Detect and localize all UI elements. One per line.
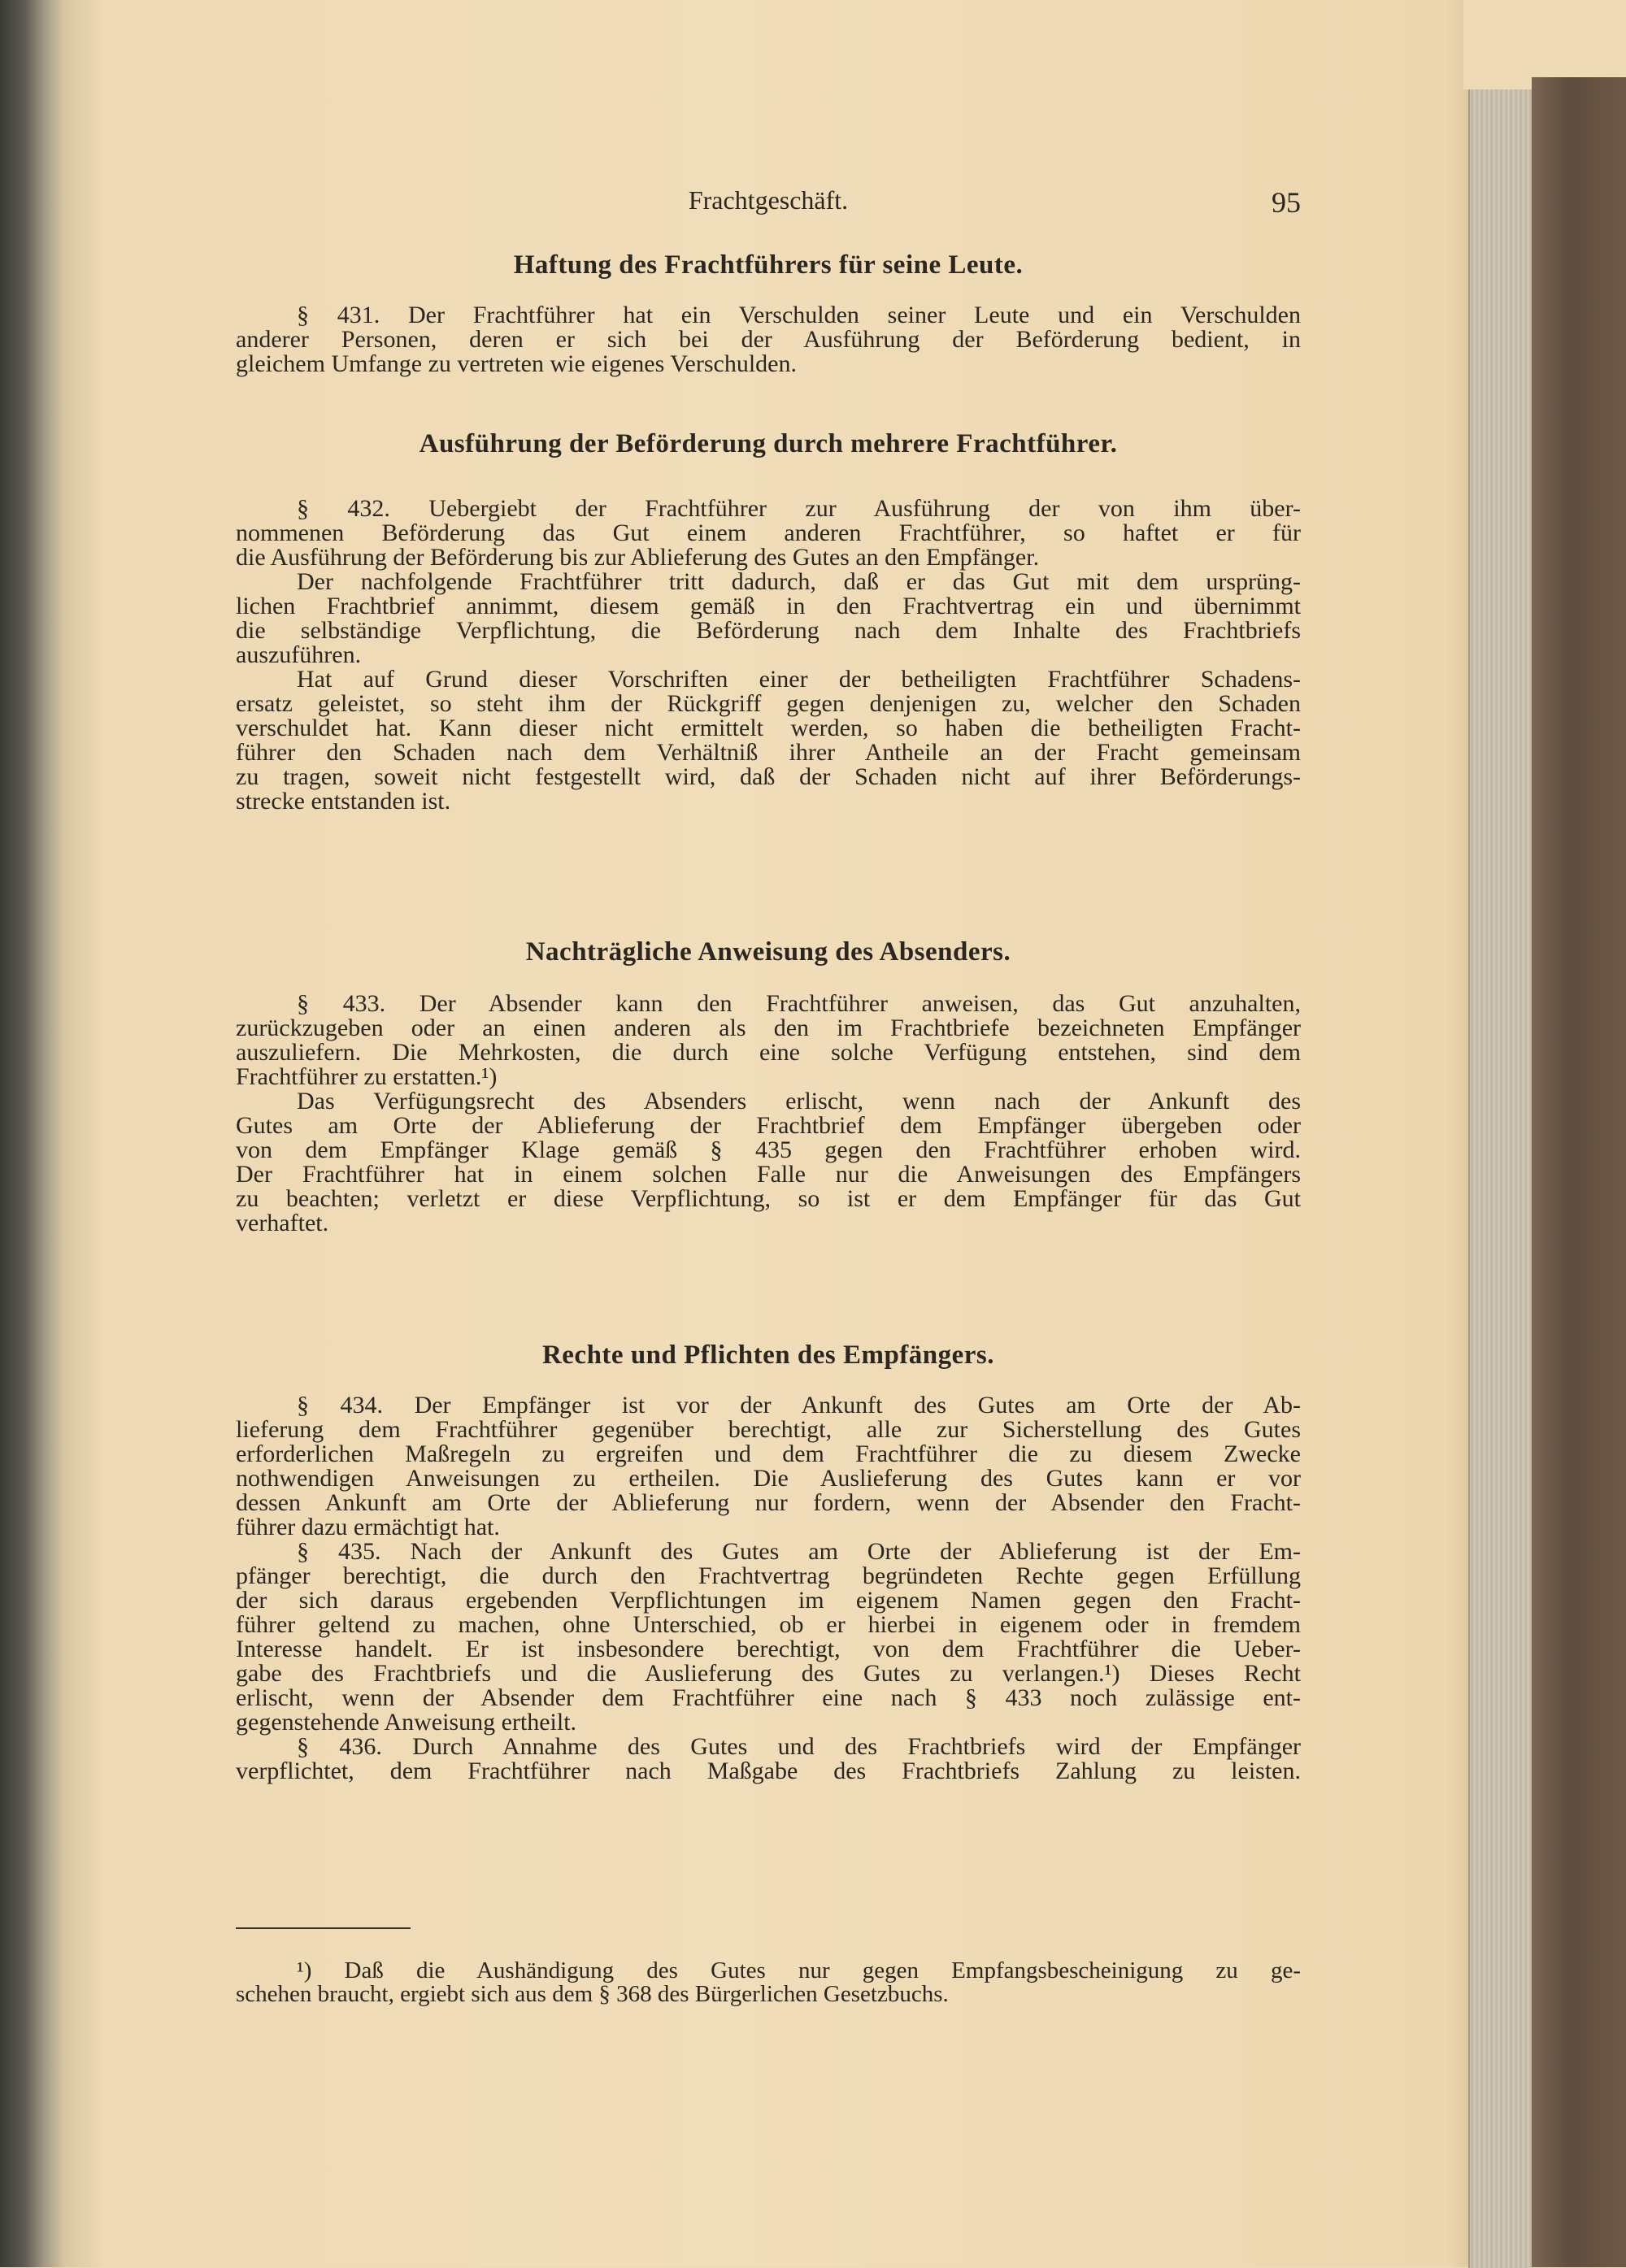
footnotes xyxy=(236,1955,1301,2007)
text-line: § 436. Durch Annahme des Gutes und des Frachtbriefs wird der Empfänger xyxy=(297,1733,1301,1760)
text-line: führer den Schaden nach dem Verhältniß ihrer Antheile an der Fracht gemeinsam xyxy=(236,739,1301,766)
section-heading: Rechte und Pflichten des Empfängers. xyxy=(541,1340,995,1370)
book-cover-edge xyxy=(1532,77,1626,2267)
text-line: § 433. Der Absender kann den Frachtführer anweisen, das Gut anzuhalten, xyxy=(297,990,1301,1017)
text-line: erlischt, wenn der Absender dem Frachtführer eine nach § 433 noch zulässige ent- xyxy=(236,1684,1301,1711)
paragraph xyxy=(236,566,1301,668)
text-line: ersatz geleistet, so steht ihm der Rückgriff gegen denjenigen zu, welcher den Schaden xyxy=(236,690,1301,717)
text-line: Der nachfolgende Frachtführer tritt dadurch, daß er das Gut mit dem ursprüng- xyxy=(297,568,1301,595)
text-line: gabe des Frachtbriefs und die Auslieferung des Gutes zu verlangen.¹) Dieses Recht xyxy=(236,1660,1301,1687)
text-line: Der Frachtführer hat in einem solchen Falle nur die Anweisungen des Empfängers xyxy=(236,1161,1301,1188)
paragraph xyxy=(236,1731,1301,1784)
text-line: Gutes am Orte der Ablieferung der Frachtbrief dem Empfänger übergeben oder xyxy=(236,1112,1301,1139)
paragraph xyxy=(236,299,1301,377)
section-body xyxy=(236,1389,1301,1784)
text-line: auszuliefern. Die Mehrkosten, die durch eine solche Verfügung entstehen, sind dem xyxy=(236,1039,1301,1066)
section-body xyxy=(236,988,1301,1236)
running-header xyxy=(236,185,1301,226)
text-line: verpflichtet, dem Frachtführer nach Maßgabe des Frachtbriefs Zahlung zu leisten. xyxy=(236,1757,1301,1784)
text-line: Hat auf Grund dieser Vorschriften einer der betheiligten Frachtführer Schadens- xyxy=(297,666,1301,693)
text-line: der sich daraus ergebenden Verpflichtungen im eigenem Namen gegen den Fracht- xyxy=(236,1587,1301,1614)
text-line: lieferung dem Frachtführer gegenüber berechtigt, alle zur Sicherstellung des Gutes xyxy=(236,1416,1301,1443)
text-line: verhaftet. xyxy=(236,1210,329,1236)
paragraph xyxy=(236,1955,1301,2007)
text-line: ¹) Daß die Aushändigung des Gutes nur gegen Empfangsbescheinigung zu ge- xyxy=(297,1957,1301,1983)
paragraph xyxy=(236,1536,1301,1736)
text-line: dessen Ankunft am Orte der Ablieferung nur fordern, wenn der Absender den Fracht- xyxy=(236,1489,1301,1516)
page-top-margin xyxy=(1463,0,1626,89)
text-line: Interesse handelt. Er ist insbesondere berechtigt, von dem Frachtführer die Ueber- xyxy=(236,1636,1301,1662)
text-line: die Ausführung der Beförderung bis zur Ablieferung des Gutes an den Empfänger. xyxy=(236,544,1040,571)
paragraph xyxy=(236,663,1301,815)
text-line: pfänger berechtigt, die durch den Frachtvertrag begründeten Rechte gegen Erfüllung xyxy=(236,1562,1301,1589)
text-line: von dem Empfänger Klage gemäß § 435 gegen den Frachtführer erhoben wird. xyxy=(236,1136,1301,1163)
text-line: § 432. Uebergiebt der Frachtführer zur Ausführung der von ihm über- xyxy=(297,495,1301,522)
paragraph xyxy=(236,493,1301,571)
text-line: § 434. Der Empfänger ist vor der Ankunft des Gutes am Orte der Ab- xyxy=(297,1392,1301,1419)
text-line: die selbständige Verpflichtung, die Beförderung nach dem Inhalte des Frachtbriefs xyxy=(236,617,1301,644)
running-title: Frachtgeschäft. xyxy=(688,185,849,215)
text-line: nommenen Beförderung das Gut einem anderen Frachtführer, so haftet er für xyxy=(236,519,1301,546)
text-line: zurückzugeben oder an einen anderen als den im Frachtbriefe bezeichneten Empfänger xyxy=(236,1015,1301,1041)
page-stack-edge xyxy=(1468,89,1533,2268)
section-heading: Ausführung der Beförderung durch mehrere Frachtführer. xyxy=(419,429,1118,458)
section-heading: Haftung des Frachtführers für seine Leute. xyxy=(513,250,1024,280)
text-line: führer geltend zu machen, ohne Unterschied, ob er hierbei in eigenem oder in fremdem xyxy=(236,1611,1301,1638)
text-line: auszuführen. xyxy=(236,641,362,668)
paragraph xyxy=(236,988,1301,1090)
text-line: gleichem Umfange zu vertreten wie eigenes Verschulden. xyxy=(236,350,797,377)
paragraph xyxy=(236,1085,1301,1236)
text-line: § 431. Der Frachtführer hat ein Verschulden seiner Leute und ein Verschulden xyxy=(297,302,1301,328)
text-line: verschuldet hat. Kann dieser nicht ermittelt werden, so haben die betheiligten Fracht- xyxy=(236,715,1301,741)
text-line: zu beachten; verletzt er diese Verpflichtung, so ist er dem Empfänger für das Gut xyxy=(236,1185,1301,1212)
text-line: Frachtführer zu erstatten.¹) xyxy=(236,1063,498,1090)
text-line: anderer Personen, deren er sich bei der Ausführung der Beförderung bedient, in xyxy=(236,326,1301,353)
section-heading: Nachträgliche Anweisung des Absenders. xyxy=(525,937,1011,967)
text-line: lichen Frachtbrief annimmt, diesem gemäß in den Frachtvertrag ein und übernimmt xyxy=(236,593,1301,619)
section-body xyxy=(236,493,1301,815)
text-line: zu tragen, soweit nicht festgestellt wird, daß der Schaden nicht auf ihrer Beförderungs- xyxy=(236,763,1301,790)
text-line: strecke entstanden ist. xyxy=(236,788,451,815)
text-line: Das Verfügungsrecht des Absenders erlischt, wenn nach der Ankunft des xyxy=(297,1088,1301,1114)
paragraph xyxy=(236,1389,1301,1540)
text-line: erforderlichen Maßregeln zu ergreifen und dem Frachtführer die zu diesem Zwecke xyxy=(236,1440,1301,1467)
page-number: 95 xyxy=(1272,186,1301,219)
text-line: gegenstehende Anweisung ertheilt. xyxy=(236,1709,577,1736)
footnote-divider xyxy=(236,1927,411,1929)
section-body xyxy=(236,299,1301,377)
text-line: schehen braucht, ergiebt sich aus dem § 368 des Bürgerlichen Gesetzbuchs. xyxy=(236,1981,949,2007)
text-line: führer dazu ermächtigt hat. xyxy=(236,1514,500,1540)
text-line: nothwendigen Anweisungen zu ertheilen. Die Auslieferung des Gutes kann er vor xyxy=(236,1465,1301,1492)
text-line: § 435. Nach der Ankunft des Gutes am Orte der Ablieferung ist der Em- xyxy=(297,1538,1301,1565)
